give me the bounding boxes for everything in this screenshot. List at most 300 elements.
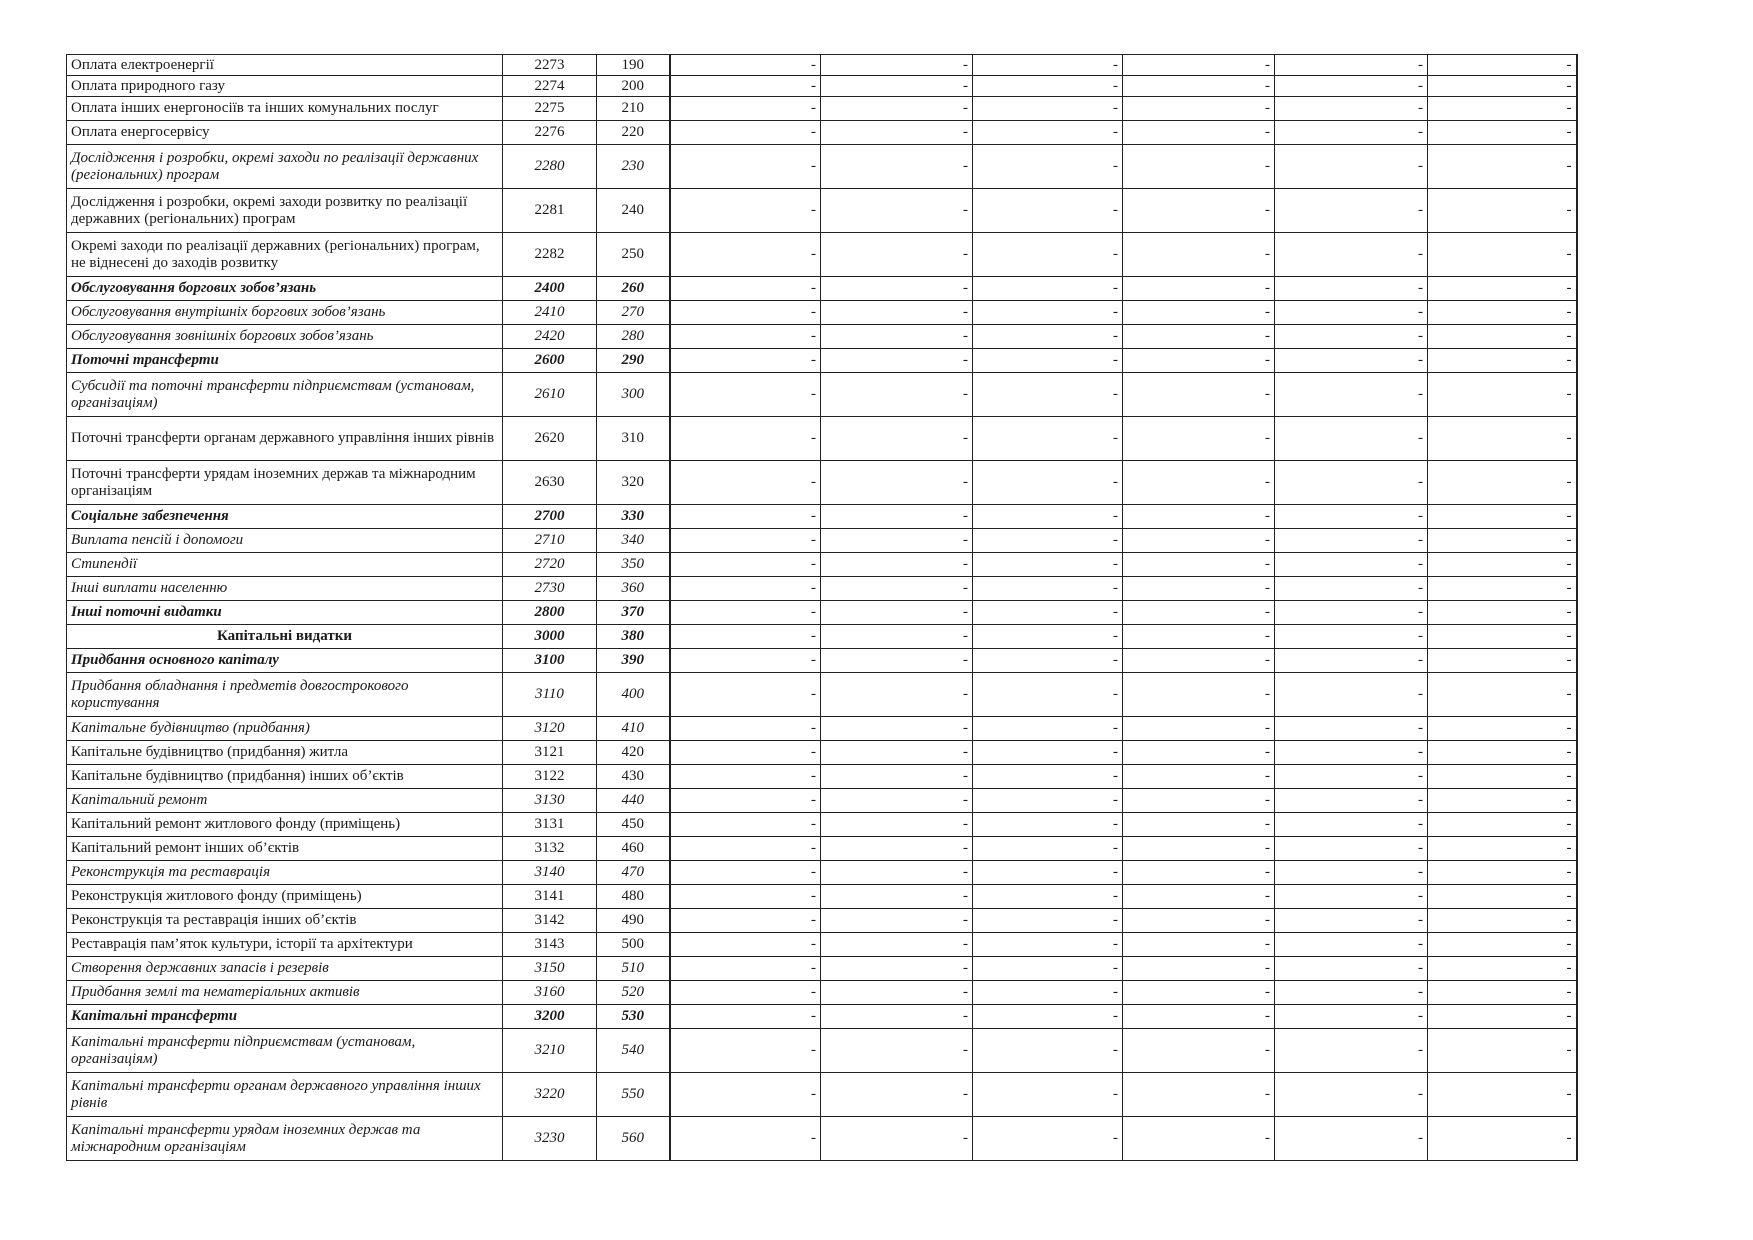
value-cell: - xyxy=(670,1073,821,1117)
article-name-cell: Інші поточні видатки xyxy=(67,601,503,625)
table-row xyxy=(67,837,1577,861)
value-cell: - xyxy=(1275,97,1428,121)
value-cell: - xyxy=(1123,553,1275,577)
row-number-cell: 510 xyxy=(597,957,670,981)
table-row xyxy=(67,649,1577,673)
value-cell: - xyxy=(1428,55,1577,76)
value-cell: - xyxy=(821,577,973,601)
table-row xyxy=(67,765,1577,789)
table-row xyxy=(67,1029,1577,1073)
value-cell: - xyxy=(670,97,821,121)
value-cell: - xyxy=(670,55,821,76)
value-cell: - xyxy=(1123,577,1275,601)
value-cell: - xyxy=(973,1073,1123,1117)
value-cell: - xyxy=(1275,957,1428,981)
value-cell: - xyxy=(973,461,1123,505)
value-cell: - xyxy=(821,529,973,553)
value-cell: - xyxy=(973,837,1123,861)
value-cell: - xyxy=(670,673,821,717)
value-cell: - xyxy=(1275,1073,1428,1117)
table-row xyxy=(67,933,1577,957)
kekv-code-cell: 3200 xyxy=(503,1005,597,1029)
value-cell: - xyxy=(1275,505,1428,529)
value-cell: - xyxy=(1275,553,1428,577)
article-name-cell: Оплата інших енергоносіїв та інших комунальних послуг xyxy=(67,97,503,121)
value-cell: - xyxy=(1428,76,1577,97)
article-name-cell: Капітальний ремонт xyxy=(67,789,503,813)
row-number-cell: 340 xyxy=(597,529,670,553)
article-name-cell: Стипендії xyxy=(67,553,503,577)
value-cell: - xyxy=(821,837,973,861)
value-cell: - xyxy=(1123,461,1275,505)
article-name-cell: Придбання землі та нематеріальних активів xyxy=(67,981,503,1005)
article-name-cell: Поточні трансферти xyxy=(67,349,503,373)
article-name-cell: Придбання обладнання і предметів довгострокового користування xyxy=(67,673,503,717)
value-cell: - xyxy=(821,189,973,233)
value-cell: - xyxy=(1275,909,1428,933)
value-cell: - xyxy=(1428,417,1577,461)
value-cell: - xyxy=(821,145,973,189)
value-cell: - xyxy=(821,765,973,789)
value-cell: - xyxy=(1123,1029,1275,1073)
value-cell: - xyxy=(973,789,1123,813)
row-number-cell: 360 xyxy=(597,577,670,601)
value-cell: - xyxy=(1428,1073,1577,1117)
value-cell: - xyxy=(1123,233,1275,277)
kekv-code-cell: 3143 xyxy=(503,933,597,957)
value-cell: - xyxy=(821,649,973,673)
article-name-cell: Капітальні трансферти підприємствам (установам, організаціям) xyxy=(67,1029,503,1073)
value-cell: - xyxy=(1428,1117,1577,1161)
value-cell: - xyxy=(670,373,821,417)
kekv-code-cell: 3210 xyxy=(503,1029,597,1073)
value-cell: - xyxy=(973,97,1123,121)
table-row xyxy=(67,741,1577,765)
row-number-cell: 240 xyxy=(597,189,670,233)
expenditure-report-table xyxy=(66,54,1578,1161)
kekv-code-cell: 2281 xyxy=(503,189,597,233)
kekv-code-cell: 3141 xyxy=(503,885,597,909)
value-cell: - xyxy=(973,933,1123,957)
article-name-cell: Субсидії та поточні трансферти підприємствам (установам, організаціям) xyxy=(67,373,503,417)
value-cell: - xyxy=(1123,765,1275,789)
value-cell: - xyxy=(670,121,821,145)
value-cell: - xyxy=(973,717,1123,741)
value-cell: - xyxy=(670,885,821,909)
value-cell: - xyxy=(1275,55,1428,76)
value-cell: - xyxy=(1275,529,1428,553)
value-cell: - xyxy=(1123,885,1275,909)
value-cell: - xyxy=(1275,673,1428,717)
value-cell: - xyxy=(973,349,1123,373)
value-cell: - xyxy=(1275,325,1428,349)
value-cell: - xyxy=(821,741,973,765)
row-number-cell: 280 xyxy=(597,325,670,349)
value-cell: - xyxy=(1123,649,1275,673)
article-name-cell: Дослідження і розробки, окремі заходи розвитку по реалізації державних (регіональних) програм xyxy=(67,189,503,233)
value-cell: - xyxy=(1123,76,1275,97)
value-cell: - xyxy=(1123,789,1275,813)
row-number-cell: 300 xyxy=(597,373,670,417)
row-number-cell: 350 xyxy=(597,553,670,577)
value-cell: - xyxy=(1123,349,1275,373)
value-cell: - xyxy=(1428,813,1577,837)
value-cell: - xyxy=(1428,673,1577,717)
article-name-cell: Капітальне будівництво (придбання) житла xyxy=(67,741,503,765)
value-cell: - xyxy=(670,145,821,189)
table-row xyxy=(67,277,1577,301)
table-row xyxy=(67,325,1577,349)
article-name-cell: Реконструкція житлового фонду (приміщень) xyxy=(67,885,503,909)
value-cell: - xyxy=(821,981,973,1005)
table-row xyxy=(67,957,1577,981)
value-cell: - xyxy=(821,861,973,885)
kekv-code-cell: 2600 xyxy=(503,349,597,373)
article-name-cell: Капітальні трансферти органам державного управління інших рівнів xyxy=(67,1073,503,1117)
table-body xyxy=(67,55,1577,1161)
value-cell: - xyxy=(1275,789,1428,813)
value-cell: - xyxy=(973,373,1123,417)
value-cell: - xyxy=(1428,145,1577,189)
value-cell: - xyxy=(1275,741,1428,765)
value-cell: - xyxy=(1428,233,1577,277)
kekv-code-cell: 2273 xyxy=(503,55,597,76)
value-cell: - xyxy=(821,1005,973,1029)
article-name-cell: Дослідження і розробки, окремі заходи по реалізації державних (регіональних) програм xyxy=(67,145,503,189)
value-cell: - xyxy=(1428,601,1577,625)
table-row xyxy=(67,885,1577,909)
value-cell: - xyxy=(1123,145,1275,189)
value-cell: - xyxy=(1428,529,1577,553)
value-cell: - xyxy=(670,233,821,277)
kekv-code-cell: 2410 xyxy=(503,301,597,325)
value-cell: - xyxy=(1428,981,1577,1005)
kekv-code-cell: 3120 xyxy=(503,717,597,741)
article-name-cell: Виплата пенсій і допомоги xyxy=(67,529,503,553)
value-cell: - xyxy=(670,813,821,837)
article-name-cell: Окремі заходи по реалізації державних (регіональних) програм, не віднесені до заходів розвитку xyxy=(67,233,503,277)
row-number-cell: 490 xyxy=(597,909,670,933)
value-cell: - xyxy=(1275,233,1428,277)
table-row xyxy=(67,673,1577,717)
value-cell: - xyxy=(973,861,1123,885)
table-row xyxy=(67,789,1577,813)
kekv-code-cell: 2700 xyxy=(503,505,597,529)
value-cell: - xyxy=(1123,55,1275,76)
kekv-code-cell: 3100 xyxy=(503,649,597,673)
value-cell: - xyxy=(1123,417,1275,461)
value-cell: - xyxy=(670,529,821,553)
value-cell: - xyxy=(1428,121,1577,145)
value-cell: - xyxy=(1275,717,1428,741)
row-number-cell: 330 xyxy=(597,505,670,529)
table-row xyxy=(67,1073,1577,1117)
kekv-code-cell: 2730 xyxy=(503,577,597,601)
value-cell: - xyxy=(821,673,973,717)
value-cell: - xyxy=(1428,97,1577,121)
value-cell: - xyxy=(973,1117,1123,1161)
value-cell: - xyxy=(670,957,821,981)
table-row xyxy=(67,461,1577,505)
value-cell: - xyxy=(1428,909,1577,933)
value-cell: - xyxy=(1123,837,1275,861)
value-cell: - xyxy=(670,325,821,349)
kekv-code-cell: 2274 xyxy=(503,76,597,97)
value-cell: - xyxy=(821,933,973,957)
row-number-cell: 440 xyxy=(597,789,670,813)
value-cell: - xyxy=(1428,553,1577,577)
kekv-code-cell: 2282 xyxy=(503,233,597,277)
value-cell: - xyxy=(1123,277,1275,301)
value-cell: - xyxy=(973,76,1123,97)
article-name-cell: Поточні трансферти органам державного управління інших рівнів xyxy=(67,417,503,461)
value-cell: - xyxy=(1275,1005,1428,1029)
article-name-cell: Інші виплати населенню xyxy=(67,577,503,601)
value-cell: - xyxy=(821,121,973,145)
row-number-cell: 400 xyxy=(597,673,670,717)
value-cell: - xyxy=(973,765,1123,789)
value-cell: - xyxy=(821,301,973,325)
value-cell: - xyxy=(1275,933,1428,957)
value-cell: - xyxy=(973,417,1123,461)
article-name-cell: Капітальні трансферти xyxy=(67,1005,503,1029)
kekv-code-cell: 3000 xyxy=(503,625,597,649)
row-number-cell: 320 xyxy=(597,461,670,505)
value-cell: - xyxy=(670,649,821,673)
value-cell: - xyxy=(973,505,1123,529)
article-name-cell: Капітальне будівництво (придбання) xyxy=(67,717,503,741)
article-name-cell: Оплата енергосервісу xyxy=(67,121,503,145)
kekv-code-cell: 2276 xyxy=(503,121,597,145)
value-cell: - xyxy=(973,277,1123,301)
value-cell: - xyxy=(1123,121,1275,145)
row-number-cell: 420 xyxy=(597,741,670,765)
row-number-cell: 470 xyxy=(597,861,670,885)
value-cell: - xyxy=(670,933,821,957)
value-cell: - xyxy=(1123,909,1275,933)
value-cell: - xyxy=(973,233,1123,277)
article-name-cell: Капітальні видатки xyxy=(67,625,503,649)
row-number-cell: 390 xyxy=(597,649,670,673)
value-cell: - xyxy=(670,861,821,885)
value-cell: - xyxy=(1428,933,1577,957)
value-cell: - xyxy=(821,461,973,505)
value-cell: - xyxy=(821,789,973,813)
value-cell: - xyxy=(1275,577,1428,601)
value-cell: - xyxy=(973,649,1123,673)
value-cell: - xyxy=(1275,625,1428,649)
row-number-cell: 500 xyxy=(597,933,670,957)
value-cell: - xyxy=(1123,1005,1275,1029)
kekv-code-cell: 3121 xyxy=(503,741,597,765)
value-cell: - xyxy=(1428,649,1577,673)
value-cell: - xyxy=(1275,76,1428,97)
value-cell: - xyxy=(1275,121,1428,145)
row-number-cell: 220 xyxy=(597,121,670,145)
value-cell: - xyxy=(1428,885,1577,909)
value-cell: - xyxy=(973,885,1123,909)
value-cell: - xyxy=(973,301,1123,325)
row-number-cell: 380 xyxy=(597,625,670,649)
value-cell: - xyxy=(1123,717,1275,741)
article-name-cell: Реставрація пам’яток культури, історії та архітектури xyxy=(67,933,503,957)
table-row xyxy=(67,1005,1577,1029)
table-row xyxy=(67,1117,1577,1161)
row-number-cell: 450 xyxy=(597,813,670,837)
value-cell: - xyxy=(821,76,973,97)
value-cell: - xyxy=(821,957,973,981)
value-cell: - xyxy=(1275,1029,1428,1073)
value-cell: - xyxy=(1275,189,1428,233)
row-number-cell: 560 xyxy=(597,1117,670,1161)
value-cell: - xyxy=(670,76,821,97)
value-cell: - xyxy=(973,909,1123,933)
table-row xyxy=(67,349,1577,373)
value-cell: - xyxy=(1123,325,1275,349)
value-cell: - xyxy=(1123,373,1275,417)
value-cell: - xyxy=(1123,933,1275,957)
value-cell: - xyxy=(1275,601,1428,625)
table-row xyxy=(67,121,1577,145)
table-row xyxy=(67,76,1577,97)
value-cell: - xyxy=(1123,625,1275,649)
value-cell: - xyxy=(1123,529,1275,553)
value-cell: - xyxy=(973,601,1123,625)
value-cell: - xyxy=(973,981,1123,1005)
value-cell: - xyxy=(1123,601,1275,625)
table-row xyxy=(67,301,1577,325)
value-cell: - xyxy=(821,601,973,625)
value-cell: - xyxy=(1428,861,1577,885)
value-cell: - xyxy=(821,233,973,277)
value-cell: - xyxy=(670,789,821,813)
value-cell: - xyxy=(1275,765,1428,789)
value-cell: - xyxy=(1123,673,1275,717)
value-cell: - xyxy=(1428,505,1577,529)
kekv-code-cell: 3142 xyxy=(503,909,597,933)
value-cell: - xyxy=(1123,1117,1275,1161)
value-cell: - xyxy=(1428,189,1577,233)
row-number-cell: 410 xyxy=(597,717,670,741)
row-number-cell: 260 xyxy=(597,277,670,301)
table-row xyxy=(67,97,1577,121)
table-row xyxy=(67,145,1577,189)
value-cell: - xyxy=(973,189,1123,233)
article-name-cell: Поточні трансферти урядам іноземних держав та міжнародним організаціям xyxy=(67,461,503,505)
value-cell: - xyxy=(1428,765,1577,789)
table-row xyxy=(67,813,1577,837)
value-cell: - xyxy=(821,553,973,577)
value-cell: - xyxy=(670,1029,821,1073)
row-number-cell: 530 xyxy=(597,1005,670,1029)
value-cell: - xyxy=(670,717,821,741)
value-cell: - xyxy=(1275,461,1428,505)
row-number-cell: 250 xyxy=(597,233,670,277)
row-number-cell: 460 xyxy=(597,837,670,861)
article-name-cell: Оплата електроенергії xyxy=(67,55,503,76)
value-cell: - xyxy=(821,625,973,649)
value-cell: - xyxy=(670,301,821,325)
value-cell: - xyxy=(821,277,973,301)
value-cell: - xyxy=(1428,837,1577,861)
value-cell: - xyxy=(670,277,821,301)
value-cell: - xyxy=(1123,741,1275,765)
value-cell: - xyxy=(670,741,821,765)
value-cell: - xyxy=(1428,461,1577,505)
row-number-cell: 430 xyxy=(597,765,670,789)
value-cell: - xyxy=(670,1117,821,1161)
article-name-cell: Капітальне будівництво (придбання) інших об’єктів xyxy=(67,765,503,789)
table-row xyxy=(67,505,1577,529)
value-cell: - xyxy=(1428,373,1577,417)
value-cell: - xyxy=(1275,837,1428,861)
value-cell: - xyxy=(1275,885,1428,909)
kekv-code-cell: 2630 xyxy=(503,461,597,505)
kekv-code-cell: 2610 xyxy=(503,373,597,417)
row-number-cell: 230 xyxy=(597,145,670,189)
table-row xyxy=(67,601,1577,625)
value-cell: - xyxy=(821,325,973,349)
value-cell: - xyxy=(973,553,1123,577)
value-cell: - xyxy=(821,373,973,417)
value-cell: - xyxy=(670,461,821,505)
article-name-cell: Придбання основного капіталу xyxy=(67,649,503,673)
kekv-code-cell: 3131 xyxy=(503,813,597,837)
value-cell: - xyxy=(1428,741,1577,765)
value-cell: - xyxy=(1123,301,1275,325)
value-cell: - xyxy=(1275,1117,1428,1161)
table-row xyxy=(67,189,1577,233)
article-name-cell: Обслуговування зовнішніх боргових зобов’язань xyxy=(67,325,503,349)
value-cell: - xyxy=(1123,813,1275,837)
value-cell: - xyxy=(670,189,821,233)
value-cell: - xyxy=(670,981,821,1005)
value-cell: - xyxy=(973,529,1123,553)
value-cell: - xyxy=(1275,277,1428,301)
article-name-cell: Соціальне забезпечення xyxy=(67,505,503,529)
value-cell: - xyxy=(670,765,821,789)
value-cell: - xyxy=(821,417,973,461)
value-cell: - xyxy=(1275,861,1428,885)
article-name-cell: Реконструкція та реставрація інших об’єктів xyxy=(67,909,503,933)
kekv-code-cell: 3122 xyxy=(503,765,597,789)
value-cell: - xyxy=(1123,957,1275,981)
value-cell: - xyxy=(973,577,1123,601)
value-cell: - xyxy=(670,553,821,577)
kekv-code-cell: 3140 xyxy=(503,861,597,885)
value-cell: - xyxy=(670,577,821,601)
table-row xyxy=(67,417,1577,461)
value-cell: - xyxy=(1428,301,1577,325)
value-cell: - xyxy=(821,1117,973,1161)
value-cell: - xyxy=(973,741,1123,765)
value-cell: - xyxy=(973,325,1123,349)
row-number-cell: 290 xyxy=(597,349,670,373)
row-number-cell: 200 xyxy=(597,76,670,97)
article-name-cell: Капітальний ремонт житлового фонду (приміщень) xyxy=(67,813,503,837)
value-cell: - xyxy=(821,97,973,121)
value-cell: - xyxy=(973,1029,1123,1073)
value-cell: - xyxy=(973,145,1123,189)
row-number-cell: 520 xyxy=(597,981,670,1005)
value-cell: - xyxy=(973,957,1123,981)
row-number-cell: 210 xyxy=(597,97,670,121)
value-cell: - xyxy=(670,505,821,529)
row-number-cell: 270 xyxy=(597,301,670,325)
value-cell: - xyxy=(821,505,973,529)
value-cell: - xyxy=(1428,789,1577,813)
value-cell: - xyxy=(973,813,1123,837)
